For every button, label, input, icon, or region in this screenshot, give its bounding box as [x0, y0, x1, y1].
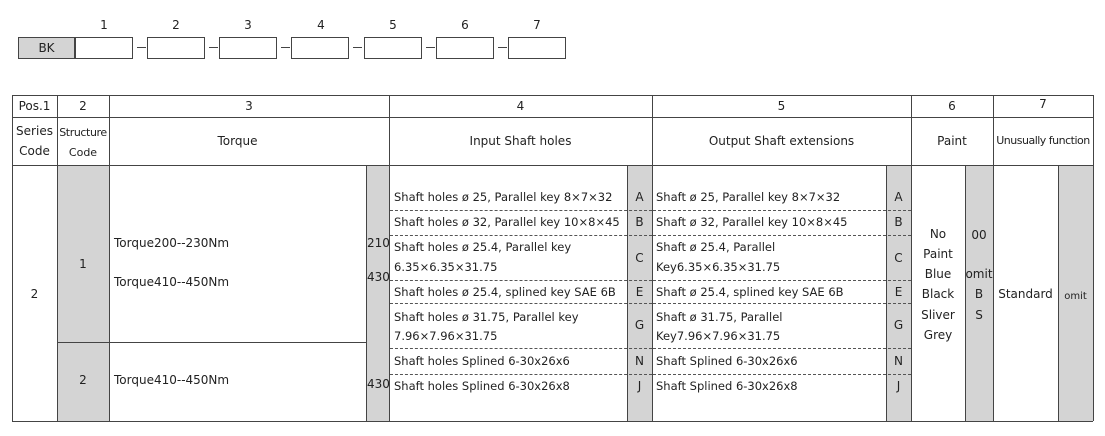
input-code: E	[635, 285, 644, 299]
output-shaft-option: Shaft ø 32, Parallel key 10×8×45	[656, 215, 848, 229]
output-shaft-option: Shaft ø 25.4, Parallel	[656, 240, 776, 254]
position-number: 6	[461, 18, 469, 32]
header-pos3: 3	[245, 99, 253, 113]
series-code-header: Series	[16, 124, 53, 138]
input-code: C	[635, 251, 644, 265]
table-rule	[12, 95, 1093, 96]
position-number: 4	[317, 18, 325, 32]
paint-option: No	[929, 227, 947, 241]
output-shaft-option: Shaft ø 31.75, Parallel	[656, 310, 783, 324]
structure-code-header: Structure	[59, 126, 107, 139]
output-code: J	[896, 379, 901, 393]
paint-option: Grey	[923, 328, 953, 342]
input-code: B	[635, 215, 644, 229]
paint-code: S	[975, 308, 983, 322]
input-shaft-option: Shaft holes Splined 6-30x26x6	[394, 354, 570, 368]
table-rule	[57, 342, 366, 343]
input-shaft-option: Shaft holes ø 25.4, Parallel key	[394, 240, 572, 254]
structure-code-header: Code	[68, 146, 98, 159]
input-shaft-option: Shaft holes Splined 6-30x26x8	[394, 379, 570, 393]
size-code: 430	[367, 270, 390, 284]
separator-dash	[281, 47, 290, 48]
size-code: 430	[367, 377, 390, 391]
structure-code: 1	[79, 257, 87, 271]
position-number: 2	[172, 18, 180, 32]
input-code: J	[637, 379, 642, 393]
structure-code: 2	[79, 373, 87, 387]
output-code: C	[894, 251, 903, 265]
separator-dash	[426, 47, 435, 48]
function-header: Unusually function	[996, 134, 1090, 147]
separator-dash	[209, 47, 218, 48]
code-slot-1	[75, 37, 133, 59]
size-code: 210	[367, 236, 390, 250]
output-shaft-option: Shaft ø 25.4, splined key SAE 6B	[656, 285, 844, 299]
output-shaft-option: Key7.96×7.96×31.75	[656, 329, 781, 343]
paint-header: Paint	[937, 134, 967, 148]
input-shaft-option: Shaft holes ø 25.4, splined key SAE 6B	[394, 285, 616, 299]
output-shaft-header: Output Shaft extensions	[708, 134, 855, 148]
row-separator	[390, 235, 652, 236]
header-pos2: 2	[79, 99, 87, 113]
row-separator	[653, 303, 911, 304]
row-separator	[390, 348, 652, 349]
torque-range: Torque410--450Nm	[114, 373, 230, 387]
position-number: 7	[533, 18, 541, 32]
row-separator	[390, 303, 652, 304]
paint-code: omit	[965, 267, 993, 281]
input-shaft-option: 6.35×6.35×31.75	[394, 260, 498, 274]
position-number: 3	[244, 18, 252, 32]
table-rule	[12, 421, 1093, 422]
table-rule	[1093, 95, 1094, 421]
code-slot-3	[219, 37, 277, 59]
code-slot-6	[436, 37, 494, 59]
code-slot-7	[508, 37, 566, 59]
output-shaft-option: Key6.35×6.35×31.75	[656, 260, 781, 274]
function-value: Standard	[998, 287, 1053, 301]
separator-dash	[498, 47, 507, 48]
header-pos5: 5	[777, 99, 786, 113]
position-number: 1	[100, 18, 108, 32]
input-code: N	[635, 354, 644, 368]
header-pos1: Pos.1	[18, 99, 51, 113]
table-rule	[12, 165, 1093, 166]
torque-header: Torque	[217, 134, 258, 148]
input-shaft-option: Shaft holes ø 25, Parallel key 8×7×32	[394, 190, 613, 204]
separator-dash	[137, 47, 146, 48]
header-pos7: 7	[1039, 97, 1047, 111]
prefix-box: BK	[18, 37, 75, 59]
paint-option: Black	[921, 287, 955, 301]
paint-option: Paint	[923, 247, 953, 261]
code-slot-5	[364, 37, 422, 59]
row-separator	[653, 374, 911, 375]
separator-dash	[353, 47, 362, 48]
input-code: G	[634, 318, 645, 332]
row-separator	[390, 374, 652, 375]
output-code: B	[894, 215, 903, 229]
input-shaft-option: Shaft holes ø 31.75, Parallel key	[394, 310, 579, 324]
paint-code: 00	[971, 228, 987, 242]
table-rule	[12, 117, 1093, 118]
row-separator	[653, 280, 911, 281]
input-shaft-option: Shaft holes ø 32, Parallel key 10×8×45	[394, 215, 620, 229]
row-separator	[653, 210, 911, 211]
code-slot-4	[291, 37, 349, 59]
output-code: N	[894, 354, 903, 368]
position-number: 5	[389, 18, 397, 32]
input-shaft-option: 7.96×7.96×31.75	[394, 329, 498, 343]
output-shaft-option: Shaft ø 25, Parallel key 8×7×32	[656, 190, 841, 204]
code-slot-2	[147, 37, 205, 59]
row-separator	[390, 210, 652, 211]
torque-range: Torque410--450Nm	[114, 275, 230, 289]
paint-option: Sliver	[921, 308, 955, 322]
row-separator	[390, 280, 652, 281]
function-code: omit	[1064, 291, 1087, 302]
header-pos6: 6	[948, 99, 956, 113]
series-code-value: 2	[30, 287, 39, 301]
output-shaft-option: Shaft Splined 6-30x26x6	[656, 354, 798, 368]
row-separator	[653, 348, 911, 349]
paint-option: Blue	[924, 267, 952, 281]
input-shaft-header: Input Shaft holes	[469, 134, 572, 148]
output-code: A	[894, 190, 903, 204]
input-code: A	[635, 190, 644, 204]
output-shaft-option: Shaft Splined 6-30x26x8	[656, 379, 798, 393]
header-pos4: 4	[516, 99, 525, 113]
paint-code: B	[974, 287, 984, 301]
torque-range: Torque200--230Nm	[114, 236, 230, 250]
series-code-header: Code	[19, 144, 50, 158]
output-code: G	[893, 318, 904, 332]
row-separator	[653, 235, 911, 236]
output-code: E	[894, 285, 903, 299]
